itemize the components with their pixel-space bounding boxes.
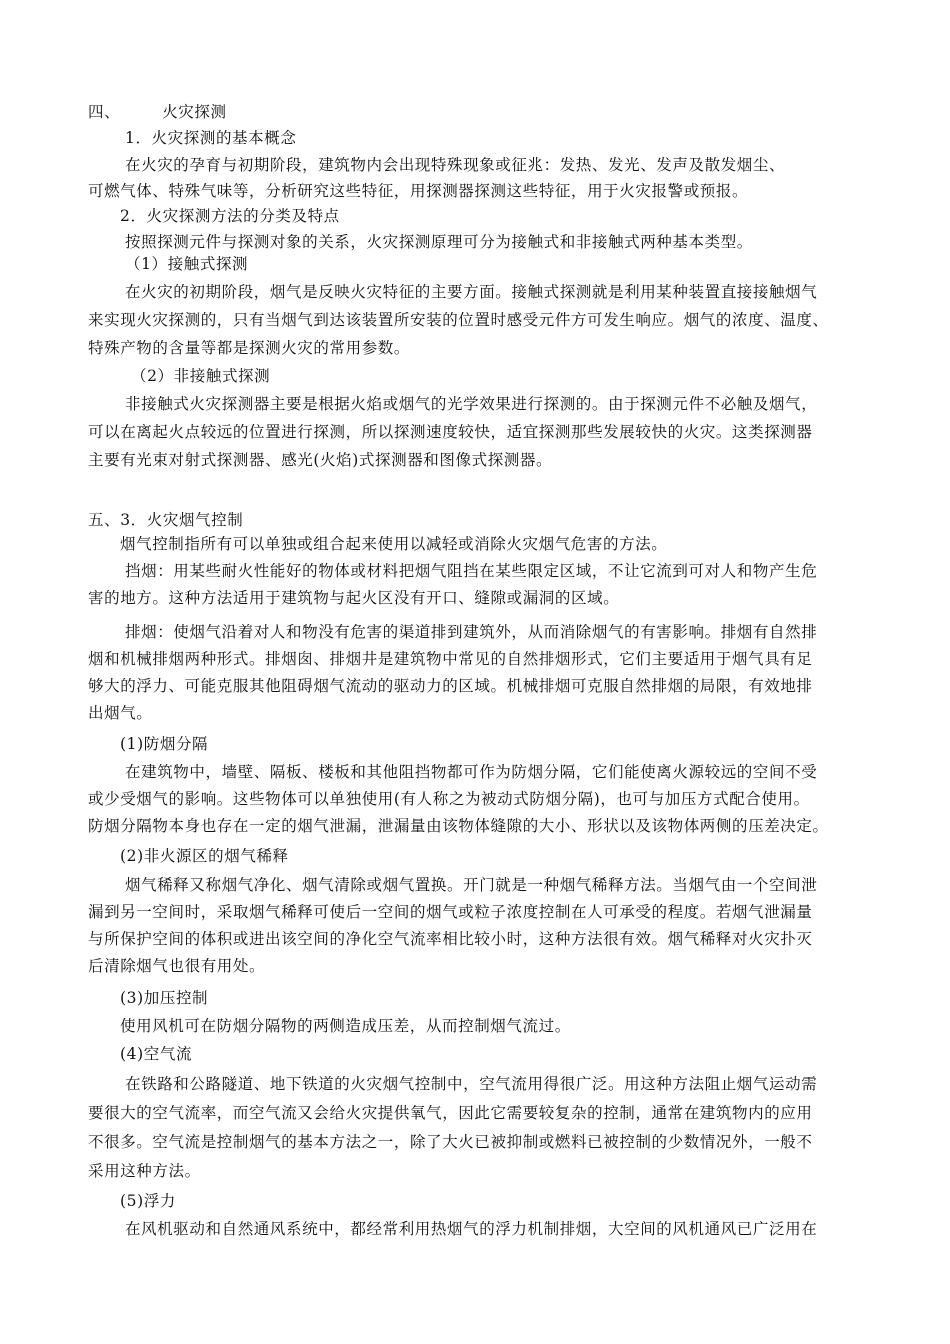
paragraph-line: 后清除烟气也很有用处。 [88, 957, 266, 975]
paragraph-line: 与所保护空间的体积或进出该空间的净化空气流率相比较小时，这种方法很有效。烟气稀释对火灾扑灭 [88, 930, 813, 948]
paragraph-line: 防烟分隔物本身也存在一定的烟气泄漏，泄漏量由该物体缝隙的大小、形状以及该物体两侧的压差决定。 [88, 817, 829, 835]
paragraph-line: 来实现火灾探测的，只有当烟气到达该装置所安装的位置时感受元件方可发生响应。烟气的浓度、温度、 [88, 311, 829, 329]
paragraph-line: 烟气稀释又称烟气净化、烟气清除或烟气置换。开门就是一种烟气稀释方法。当烟气由一个空间泄 [125, 876, 818, 894]
paragraph-line: 可以在离起火点较远的位置进行探测，所以探测速度较快，适宜探测那些发展较快的火灾。这类探测器 [88, 423, 813, 441]
paragraph-line: 出烟气。 [88, 704, 153, 722]
paragraph-line: 特殊产物的含量等都是探测火灾的常用参数。 [88, 339, 411, 357]
subheading-pressurization: (3)加压控制 [120, 989, 209, 1007]
paragraph-line: 挡烟：用某些耐火性能好的物体或材料把烟气阻挡在某些限定区域，不让它流到可对人和物产生危 [125, 562, 818, 580]
paragraph-line: 烟和机械排烟两种形式。排烟囱、排烟井是建筑物中常见的自然排烟形式，它们主要适用于烟气具有足 [88, 650, 813, 668]
subheading-smoke-dilution: (2)非火源区的烟气稀释 [120, 847, 289, 865]
paragraph-line: 在建筑物中，墙壁、隔板、楼板和其他阻挡物都可作为防烟分隔，它们能使离火源较远的空间不受 [125, 763, 818, 781]
paragraph-line: 漏到另一空间时，采取烟气稀释可使后一空间的烟气或粒子浓度控制在人可承受的程度。若烟气泄漏量 [88, 903, 813, 921]
paragraph-line: 主要有光束对射式探测器、感光(火焰)式探测器和图像式探测器。 [88, 451, 553, 469]
subheading-airflow: (4)空气流 [120, 1045, 193, 1063]
paragraph-line: 在火灾的孕育与初期阶段，建筑物内会出现特殊现象或征兆：发热、发光、发声及散发烟尘、 [125, 156, 786, 174]
section-4-title: 火灾探测 [162, 103, 227, 121]
paragraph-line: 排烟：使烟气沿着对人和物没有危害的渠道排到建筑外，从而消除烟气的有害影响。排烟有自然排 [125, 623, 818, 641]
paragraph-line: 害的地方。这种方法适用于建筑物与起火区没有开口、缝隙或漏洞的区域。 [88, 589, 620, 607]
subheading-smoke-partition: (1)防烟分隔 [120, 735, 209, 753]
heading-noncontact-detection: （2）非接触式探测 [131, 367, 271, 385]
paragraph-line: 够大的浮力、可能克服其他阻碍烟气流动的驱动力的区域。机械排烟可克服自然排烟的局限，有效地排 [88, 677, 813, 695]
paragraph-line: 按照探测元件与探测对象的关系，火灾探测原理可分为接触式和非接触式两种基本类型。 [125, 233, 753, 251]
paragraph-line: 不很多。空气流是控制烟气的基本方法之一，除了大火已被抑制或燃料已被控制的少数情况外，一般不 [88, 1133, 813, 1151]
paragraph-line: 在铁路和公路隧道、地下铁道的火灾烟气控制中，空气流用得很广泛。用这种方法阻止烟气运动需 [125, 1075, 818, 1093]
paragraph-line: 在风机驱动和自然通风系统中，都经常利用热烟气的浮力机制排烟，大空间的风机通风已广泛用在 [125, 1220, 818, 1238]
heading-methods: 2．火灾探测方法的分类及特点 [120, 207, 340, 225]
paragraph-line: 要很大的空气流率，而空气流又会给火灾提供氧气，因此它需要较复杂的控制，通常在建筑物内的应用 [88, 1104, 813, 1122]
subheading-buoyancy: (5)浮力 [120, 1192, 176, 1210]
paragraph-line: 在火灾的初期阶段，烟气是反映火灾特征的主要方面。接触式探测就是利用某种装置直接接触烟气 [125, 283, 818, 301]
paragraph-line: 可燃气体、特殊气味等，分析研究这些特征，用探测器探测这些特征，用于火灾报警或预报。 [88, 182, 749, 200]
heading-contact-detection: （1）接触式探测 [125, 255, 249, 273]
paragraph-line: 烟气控制指所有可以单独或组合起来使用以减轻或消除火灾烟气危害的方法。 [120, 535, 668, 553]
paragraph-line: 非接触式火灾探测器主要是根据火焰或烟气的光学效果进行探测的。由于探测元件不必触及烟气， [125, 395, 818, 413]
section-5-heading: 五、3．火灾烟气控制 [88, 511, 244, 529]
section-4-number: 四、 [88, 103, 121, 121]
heading-basic-concept: 1．火灾探测的基本概念 [125, 129, 297, 147]
section-4-heading [88, 102, 227, 122]
paragraph-line: 采用这种方法。 [88, 1162, 201, 1180]
paragraph-line: 使用风机可在防烟分隔物的两侧造成压差，从而控制烟气流过。 [120, 1017, 571, 1035]
paragraph-line: 或少受烟气的影响。这些物体可以单独使用(有人称之为被动式防烟分隔)，也可与加压方式配合使用。 [88, 790, 810, 808]
